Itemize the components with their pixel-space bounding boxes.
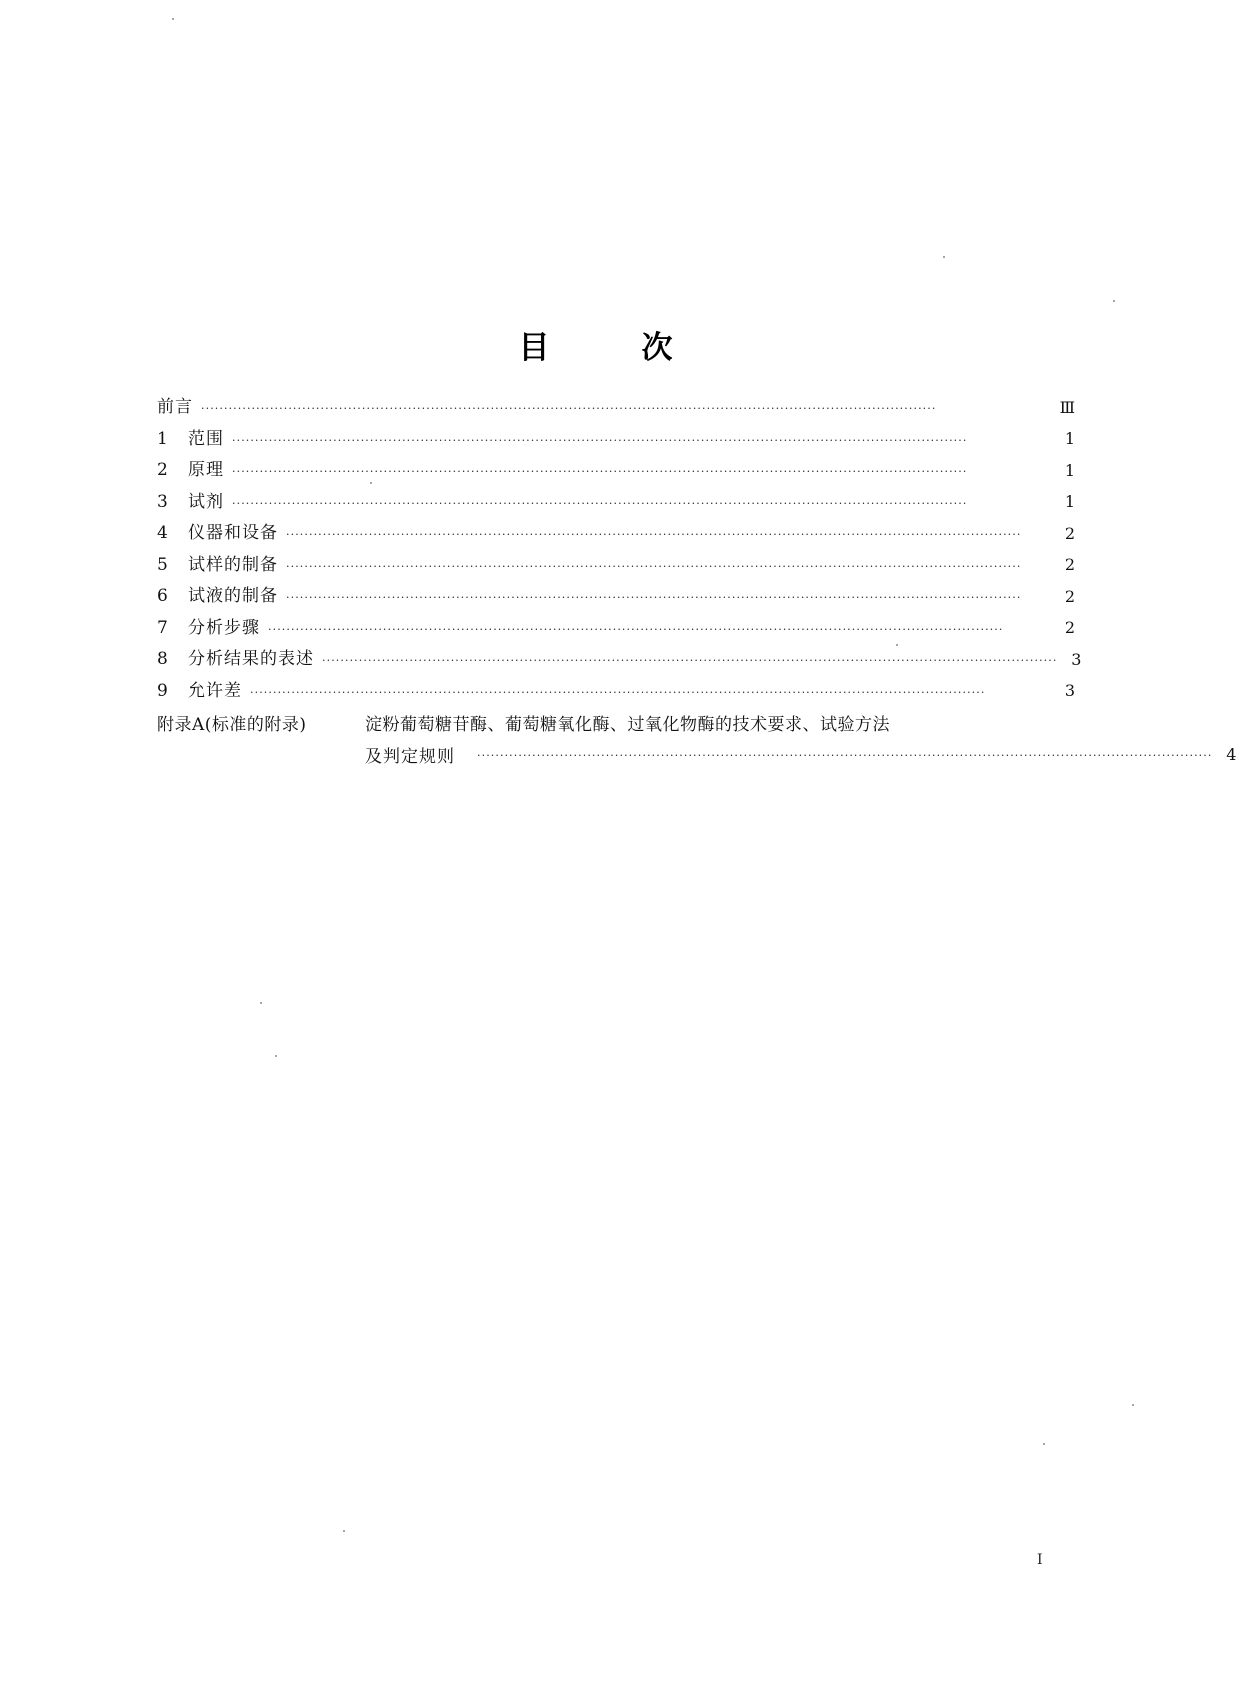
toc-number: 3 (157, 491, 168, 512)
leader-dots: ································································································································································ (268, 622, 1004, 636)
toc-label: 分析步骤 (188, 617, 260, 638)
leader-dots: ································································································································································ (232, 465, 968, 479)
appendix-title-line1: 淀粉葡萄糖苷酶、葡萄糖氧化酶、过氧化物酶的技术要求、试验方法 (365, 715, 890, 736)
toc-number: 9 (157, 680, 168, 701)
scan-speck (343, 1530, 345, 1532)
scan-speck (172, 18, 174, 20)
toc-label: 前言 (157, 397, 193, 418)
toc-page-number: 2 (1064, 523, 1075, 543)
toc-page-number: 1 (1064, 429, 1075, 449)
toc-entry-6[interactable] (157, 581, 1075, 613)
toc-label: 试样的制备 (188, 554, 278, 575)
toc-page-number: 3 (1071, 649, 1082, 669)
scan-speck (1132, 1404, 1134, 1406)
toc-page-number: 3 (1064, 681, 1075, 701)
toc-entry-8[interactable] (157, 644, 1082, 676)
toc-page-number: 1 (1064, 460, 1075, 480)
leader-dots: ································································································································································ (201, 402, 937, 416)
scan-speck (370, 482, 372, 484)
title-char-2: 次 (641, 330, 673, 366)
toc-number: 4 (157, 523, 168, 544)
leader-dots: ································································································································································ (232, 433, 968, 447)
toc-page-number: 2 (1064, 618, 1075, 638)
leader-dots: ································································································································································ (286, 559, 1022, 573)
toc-entry-appendix-a[interactable] (157, 707, 1075, 739)
appendix-label: 附录A(标准的附录) (157, 715, 307, 736)
leader-dots: ································································································································································ (477, 748, 1213, 762)
toc-number: 1 (157, 428, 168, 449)
leader-dots: ································································································································································ (322, 654, 1058, 668)
toc-entry-5[interactable] (157, 550, 1075, 582)
toc-entry-1[interactable] (157, 424, 1075, 456)
title-char-1: 目 (518, 330, 550, 366)
leader-dots: ································································································································································ (286, 528, 1022, 542)
toc-number: 5 (157, 554, 168, 575)
scan-speck (1113, 300, 1115, 302)
scan-speck (943, 256, 945, 258)
toc-label: 试剂 (188, 491, 224, 512)
table-of-contents (157, 392, 1236, 770)
toc-page-number: Ⅲ (1059, 397, 1075, 417)
leader-dots: ································································································································································ (250, 685, 986, 699)
toc-entry-9[interactable] (157, 676, 1075, 708)
toc-label: 仪器和设备 (188, 523, 278, 544)
toc-number: 2 (157, 460, 168, 481)
scan-speck (275, 1055, 277, 1057)
toc-label: 允许差 (188, 680, 242, 701)
toc-page-number: 2 (1064, 555, 1075, 575)
leader-dots: ································································································································································ (286, 591, 1022, 605)
page-folio: I (1037, 1552, 1043, 1568)
toc-label: 分析结果的表述 (188, 649, 314, 670)
toc-page-number: 2 (1064, 586, 1075, 606)
toc-page-number: 1 (1064, 492, 1075, 512)
toc-entry-7[interactable] (157, 613, 1075, 645)
scan-speck (260, 1002, 262, 1004)
toc-entry-appendix-a-continued[interactable] (157, 739, 1236, 771)
toc-number: 6 (157, 586, 168, 607)
appendix-title-line2: 及判定规则 (365, 746, 455, 767)
leader-dots: ································································································································································ (232, 496, 968, 510)
toc-number: 8 (157, 649, 168, 670)
toc-entry-3[interactable] (157, 487, 1075, 519)
scan-speck (1043, 1443, 1045, 1445)
toc-entry-4[interactable] (157, 518, 1075, 550)
toc-label: 范围 (188, 428, 224, 449)
toc-page-number: 4 (1226, 744, 1236, 764)
toc-entry-foreword[interactable] (157, 392, 1075, 424)
toc-number: 7 (157, 617, 168, 638)
toc-entry-2[interactable] (157, 455, 1075, 487)
toc-label: 原理 (188, 460, 224, 481)
toc-label: 试液的制备 (188, 586, 278, 607)
page-title (0, 322, 1191, 367)
scan-speck (896, 644, 898, 646)
